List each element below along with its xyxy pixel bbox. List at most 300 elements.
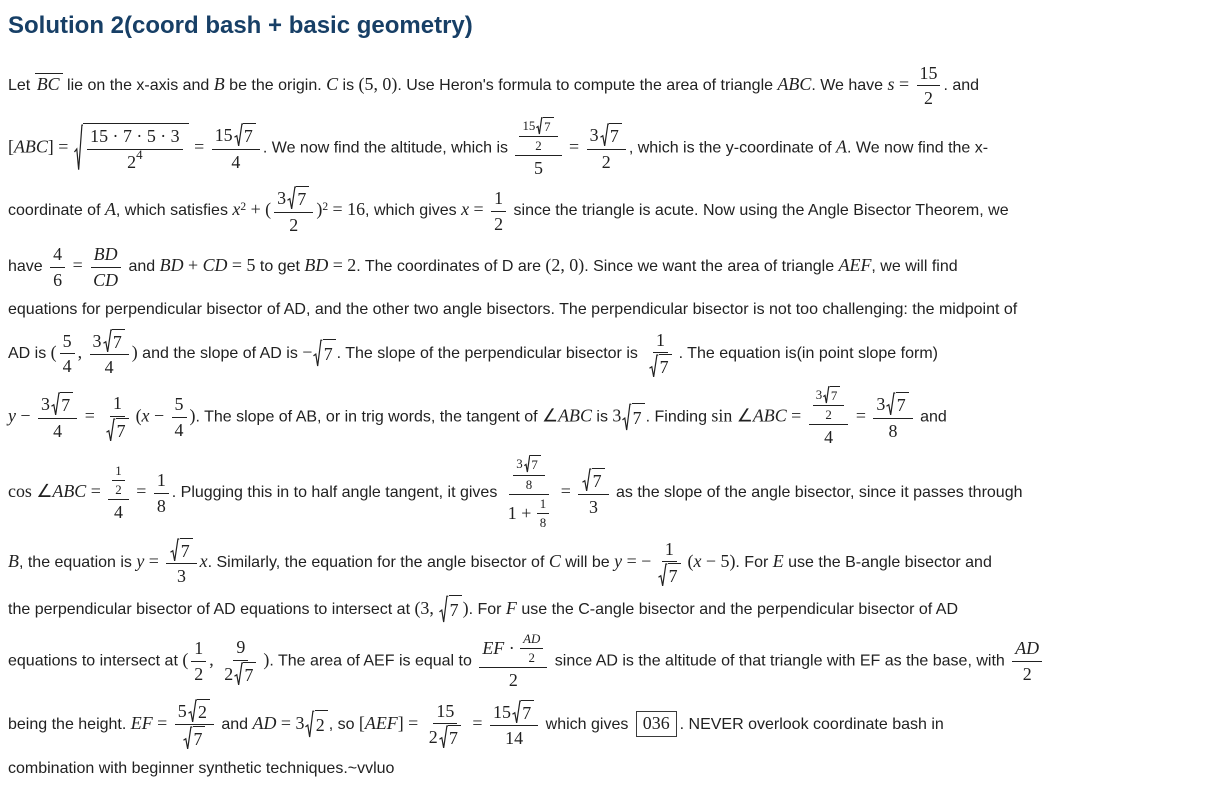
math-fraction: [166, 538, 196, 588]
math-roman: 7: [609, 126, 619, 147]
radicand: [315, 710, 328, 739]
fraction-numerator: [491, 187, 506, 211]
math-fraction: [645, 329, 675, 379]
math-identifier: x: [199, 551, 208, 572]
solution-line: [8, 62, 1209, 110]
fraction-numerator: [873, 392, 912, 418]
math-sqrt: [649, 354, 671, 378]
math-identifier: AEF: [364, 712, 398, 733]
math-roman: 1: [115, 463, 122, 478]
math-fraction: [505, 455, 553, 531]
fraction-denominator: [822, 406, 834, 423]
fraction-numerator: [578, 468, 608, 494]
fraction-denominator: [426, 724, 465, 749]
math-fraction: [90, 243, 121, 291]
math-identifier: CD: [93, 269, 119, 290]
math-roman: 4: [53, 244, 63, 265]
math-roman: +: [183, 255, 203, 276]
math-sqrt: [823, 386, 840, 404]
math-roman: ): [189, 405, 196, 426]
math-roman: 3: [277, 188, 287, 209]
math-roman: (: [135, 405, 142, 426]
solution-body: [8, 62, 1209, 781]
math-roman: 4: [104, 357, 114, 378]
math-sqrt: [287, 186, 309, 210]
radicand: [197, 699, 210, 723]
fraction-denominator: [505, 495, 553, 531]
fraction-denominator: [654, 562, 684, 587]
text-run: . Finding: [645, 408, 712, 426]
radicand: [243, 123, 256, 147]
math-roman: = 2: [328, 255, 357, 276]
fraction-denominator: [886, 419, 901, 442]
math-fraction: [578, 468, 608, 518]
text-run: and: [216, 715, 253, 733]
fraction-numerator: [917, 62, 941, 86]
math-roman: 2: [528, 651, 535, 666]
math-sqrt: [512, 700, 534, 724]
math-roman: 7: [61, 395, 71, 416]
math-fraction: [873, 392, 912, 442]
fraction-numerator: [175, 699, 214, 725]
math-identifier: BD: [304, 255, 329, 276]
text-run: to get: [255, 258, 305, 276]
math-roman: (3,: [414, 597, 439, 618]
math-roman: − 5): [701, 551, 736, 572]
text-run: . The slope of AB, or in trig words, the tangent of: [195, 408, 543, 426]
fraction-numerator: [515, 117, 561, 156]
math-roman: =: [564, 136, 584, 157]
math-roman: =: [189, 136, 209, 157]
math-fraction: [520, 631, 543, 666]
math-sqrt: [103, 329, 125, 353]
radicand: [609, 123, 622, 147]
radicand: [193, 726, 206, 750]
text-run: have: [8, 258, 48, 276]
fraction-numerator: [509, 455, 549, 494]
fraction-denominator: [228, 150, 243, 173]
math-roman: cos ∠: [8, 481, 53, 502]
text-run: equations to intersect at: [8, 652, 183, 670]
math-identifier: ABC: [558, 405, 592, 426]
fraction-denominator: [172, 418, 187, 441]
fraction-denominator: [102, 355, 117, 378]
math-sqrt: [74, 123, 189, 173]
math-identifier: F: [505, 597, 517, 618]
math-fraction: [513, 455, 545, 492]
solution-line: [8, 117, 1209, 180]
math-sqrt: [600, 123, 622, 147]
solution-line: [8, 386, 1209, 449]
math-fraction: [191, 637, 206, 685]
math-fraction: [87, 125, 183, 173]
text-run: . We now find the x-: [846, 139, 989, 157]
fraction-denominator: [532, 137, 544, 154]
math-roman: = −: [622, 551, 652, 572]
radical-icon: [823, 386, 830, 404]
radicand: [530, 455, 540, 473]
text-run: . We now find the altitude, which is: [262, 139, 513, 157]
math-identifier: y: [136, 551, 145, 572]
math-sqrt: [234, 662, 256, 686]
math-roman: ): [131, 342, 138, 363]
radical-icon: [287, 186, 296, 210]
radicand: [592, 468, 605, 492]
fraction-numerator: [479, 631, 547, 668]
fraction-numerator: [38, 392, 77, 418]
math-identifier: E: [772, 551, 784, 572]
fraction-denominator: [537, 514, 549, 531]
radicand: [449, 595, 462, 624]
text-run: , the equation is: [18, 554, 137, 572]
radical-icon: [74, 123, 83, 173]
math-roman: =: [469, 199, 489, 220]
fraction-denominator: [191, 662, 206, 685]
math-sqrt: [170, 538, 192, 562]
solution-line: [8, 329, 1209, 379]
math-roman: 7: [632, 407, 642, 428]
text-run: the perpendicular bisector of AD equations to intersect at: [8, 600, 415, 618]
math-fraction: [212, 123, 260, 173]
math-roman: 2: [194, 663, 204, 684]
math-identifier: BD: [159, 255, 184, 276]
math-roman: 3: [516, 457, 523, 472]
fraction-numerator: [587, 123, 626, 149]
fraction-denominator: [645, 353, 675, 378]
fraction-denominator: [821, 425, 836, 448]
radicand: [296, 186, 309, 210]
math-roman: 1: [539, 496, 547, 511]
fraction-denominator: [286, 213, 301, 236]
math-roman: 2: [224, 663, 234, 684]
fraction-numerator: [191, 637, 206, 661]
math-roman: 7: [449, 727, 458, 748]
fraction-numerator: [490, 700, 538, 726]
text-run: which gives: [541, 715, 633, 733]
fraction-numerator: [233, 636, 248, 660]
math-sqrt: [622, 403, 644, 432]
fraction-denominator: [526, 649, 538, 666]
math-roman: (2, 0): [545, 255, 585, 276]
math-roman: 2: [494, 213, 504, 234]
fraction-numerator: [1012, 637, 1042, 661]
radical-icon: [103, 329, 112, 353]
fraction-denominator: [531, 156, 546, 179]
math-roman: −: [149, 405, 169, 426]
math-roman: =: [144, 551, 164, 572]
radical-icon: [524, 455, 531, 473]
fraction-numerator: [90, 329, 129, 355]
fraction-numerator: [513, 455, 545, 475]
math-fraction: [426, 700, 465, 750]
math-sqrt: [886, 392, 908, 416]
math-fraction: [1012, 637, 1042, 685]
math-roman: 15 · 7 · 5 · 3: [90, 126, 180, 147]
math-roman: 2: [289, 214, 299, 235]
text-run: . and: [943, 77, 980, 95]
math-identifier: y: [8, 405, 16, 426]
fraction-denominator: [921, 86, 936, 109]
math-roman: 2: [601, 151, 611, 172]
math-roman: 8: [888, 420, 898, 441]
fraction-numerator: [60, 330, 75, 354]
math-roman: 2: [428, 726, 438, 747]
radicand: [180, 538, 193, 562]
fraction-numerator: [50, 243, 65, 267]
math-roman: 4: [114, 502, 123, 523]
math-sqrt: [658, 563, 680, 587]
fraction-numerator: [809, 386, 849, 425]
math-fraction: [38, 392, 77, 442]
math-sqrt: [582, 468, 604, 492]
math-identifier: ABC: [752, 405, 787, 426]
text-run: . The coordinates of D are: [356, 258, 546, 276]
math-roman: 3: [41, 394, 50, 415]
radical-icon: [536, 117, 543, 135]
math-identifier: C: [548, 551, 561, 572]
math-roman: = 16: [328, 199, 366, 220]
fraction-denominator: [174, 564, 189, 587]
radical-icon: [622, 403, 631, 432]
radical-icon: [234, 662, 243, 686]
text-run: being the height.: [8, 715, 131, 733]
math-roman: 7: [896, 395, 906, 416]
math-sqrt: [51, 392, 73, 416]
math-fraction: [108, 463, 128, 524]
math-roman: 3: [612, 405, 622, 426]
math-roman: 7: [297, 189, 307, 210]
math-roman: 15: [522, 118, 536, 133]
math-roman: 3: [876, 394, 886, 415]
text-run: as the slope of the angle bisector, since it passes through: [611, 484, 1023, 502]
math-roman: [: [8, 136, 14, 157]
math-sqrt: [234, 123, 256, 147]
math-identifier: x: [141, 405, 150, 426]
math-identifier: AD: [523, 631, 541, 646]
text-run: AD is: [8, 345, 51, 363]
math-identifier: EF: [482, 638, 505, 659]
text-run: equations for perpendicular bisector of AD, and the other two angle bisectors. The perpendicular bisector is not too challenging: the midpoint of: [8, 300, 1018, 318]
page-title: Solution 2(coord bash + basic geometry): [8, 12, 473, 39]
text-run: lie on the x-axis and: [62, 77, 214, 95]
math-roman: 1: [194, 638, 204, 659]
text-run: combination with beginner synthetic techniques.~vvluo: [8, 760, 395, 778]
fraction-numerator: [813, 386, 845, 406]
math-superscript: 2: [240, 200, 247, 213]
math-roman: 1 +: [507, 503, 536, 524]
math-identifier: AEF: [838, 255, 872, 276]
math-roman: ] =: [397, 712, 423, 733]
math-roman: (: [50, 342, 57, 363]
math-fraction: [515, 117, 561, 180]
math-roman: =: [152, 712, 172, 733]
text-run: . The area of AEF is equal to: [269, 652, 477, 670]
solution-line: [8, 243, 1209, 291]
fraction-denominator: [491, 212, 506, 235]
math-roman: 2: [825, 407, 832, 422]
math-roman: 5: [174, 394, 184, 415]
math-roman: 15: [493, 701, 511, 722]
math-roman: 7: [544, 119, 551, 134]
text-run: use the C-angle bisector and the perpendicular bisector of AD: [516, 600, 959, 618]
radical-icon: [305, 710, 314, 739]
math-roman: ): [462, 597, 469, 618]
text-run: , so: [328, 715, 359, 733]
math-roman: 3: [92, 330, 102, 351]
solution-line: [8, 757, 1209, 781]
math-roman: 7: [193, 728, 203, 749]
radicand: [83, 123, 189, 173]
math-roman: 7: [244, 664, 254, 685]
math-fraction: [809, 386, 849, 449]
math-roman: 7: [112, 331, 122, 352]
math-roman: 3: [815, 387, 823, 402]
math-identifier: CD: [202, 255, 228, 276]
math-identifier: ABC: [52, 481, 87, 502]
solution-line: [8, 631, 1209, 692]
math-fraction: [90, 329, 129, 379]
math-roman: 2: [535, 138, 542, 153]
math-roman: sin ∠: [711, 405, 753, 426]
fraction-numerator: [274, 186, 313, 212]
math-identifier: x: [461, 199, 470, 220]
fraction-numerator: [166, 538, 196, 564]
text-run: be the origin.: [224, 77, 327, 95]
math-roman: 5: [62, 330, 72, 351]
math-fraction: [519, 117, 557, 154]
math-sqrt: [106, 418, 128, 442]
fraction-numerator: [87, 125, 183, 149]
fraction-numerator: [537, 496, 549, 514]
math-roman: 8: [539, 515, 547, 530]
radical-icon: [170, 538, 179, 562]
radical-icon: [313, 339, 322, 368]
math-roman: 7: [243, 126, 253, 147]
math-sqrt: [439, 595, 461, 624]
radicand: [543, 117, 553, 135]
math-identifier: x: [693, 551, 702, 572]
math-roman: 5: [177, 700, 187, 721]
solution-line: [8, 186, 1209, 236]
math-sqrt: [439, 725, 461, 749]
math-roman: 4: [53, 420, 63, 441]
radical-icon: [234, 123, 243, 147]
math-roman: 7: [116, 420, 126, 441]
fraction-denominator: [154, 494, 169, 517]
fraction-denominator: [502, 726, 526, 749]
text-run: , which is the y-coordinate of: [628, 139, 837, 157]
math-roman: 7: [592, 471, 602, 492]
radical-icon: [106, 418, 115, 442]
math-sqrt: [313, 339, 335, 368]
math-fraction: [490, 700, 538, 750]
radicand: [659, 354, 672, 378]
radicand: [243, 662, 256, 686]
fraction-denominator: [586, 495, 601, 518]
math-roman: 3: [177, 566, 186, 587]
fraction-denominator: [60, 354, 75, 377]
math-sqrt: [536, 117, 553, 135]
text-run: coordinate of: [8, 202, 105, 220]
math-roman: + (: [246, 199, 272, 220]
radicand: [521, 700, 534, 724]
math-roman: 2: [115, 482, 122, 497]
solution-line: [8, 455, 1209, 531]
math-roman: =: [851, 405, 871, 426]
fraction-denominator: [50, 419, 65, 442]
fraction-denominator: [179, 725, 209, 750]
text-run: . The equation is(in point slope form): [678, 345, 938, 363]
math-roman: 2: [127, 151, 137, 172]
math-sqrt: [188, 699, 210, 723]
math-fraction: [112, 463, 124, 498]
radicand: [448, 725, 461, 749]
math-identifier: B: [8, 551, 19, 572]
text-run: Let: [8, 77, 35, 95]
math-fraction: [479, 631, 547, 692]
math-roman: (: [182, 649, 189, 670]
math-roman: =: [786, 405, 806, 426]
fraction-denominator: [102, 417, 132, 442]
math-roman: 1: [112, 393, 122, 414]
math-roman: 15: [214, 125, 233, 146]
radicand: [116, 418, 129, 442]
solution-line: [8, 699, 1209, 751]
math-roman: ] =: [47, 136, 73, 157]
math-identifier: ABC: [777, 74, 812, 95]
radicand: [668, 563, 681, 587]
math-roman: −: [15, 405, 36, 426]
math-roman: (5, 0): [358, 74, 398, 95]
math-roman: 14: [505, 727, 524, 748]
math-roman: 2: [924, 88, 933, 109]
math-superscript: 2: [322, 200, 329, 213]
fraction-numerator: [212, 123, 260, 149]
math-roman: 2: [315, 714, 325, 735]
radical-icon: [183, 726, 192, 750]
math-roman: =: [467, 712, 488, 733]
math-identifier: y: [614, 551, 623, 572]
math-roman: 1: [655, 329, 665, 350]
math-roman: 2: [508, 670, 518, 691]
boxed-answer: 036: [636, 711, 677, 737]
fraction-denominator: [523, 476, 535, 493]
text-run: . We have: [811, 77, 888, 95]
fraction-denominator: [90, 268, 121, 291]
math-roman: 3: [589, 125, 599, 146]
math-roman: 3: [588, 496, 598, 517]
text-run: use the B-angle bisector and: [783, 554, 992, 572]
fraction-denominator: [599, 150, 614, 173]
math-fraction: [175, 699, 214, 751]
text-run: , which satisfies: [115, 202, 233, 220]
math-roman: ,: [209, 649, 219, 670]
text-run: . Since we want the area of triangle: [584, 258, 839, 276]
math-roman: 4: [174, 419, 184, 440]
math-identifier: ABC: [13, 136, 48, 157]
fraction-numerator: [433, 700, 457, 724]
radical-icon: [439, 725, 448, 749]
math-roman: 9: [236, 637, 246, 658]
solution-line: [8, 538, 1209, 588]
fraction-numerator: [519, 117, 557, 137]
fraction-numerator: [112, 463, 124, 481]
math-identifier: A: [104, 199, 116, 220]
text-run: and: [124, 258, 160, 276]
text-run: , which gives: [365, 202, 462, 220]
math-roman: 7: [180, 540, 190, 561]
fraction-numerator: [653, 329, 668, 353]
